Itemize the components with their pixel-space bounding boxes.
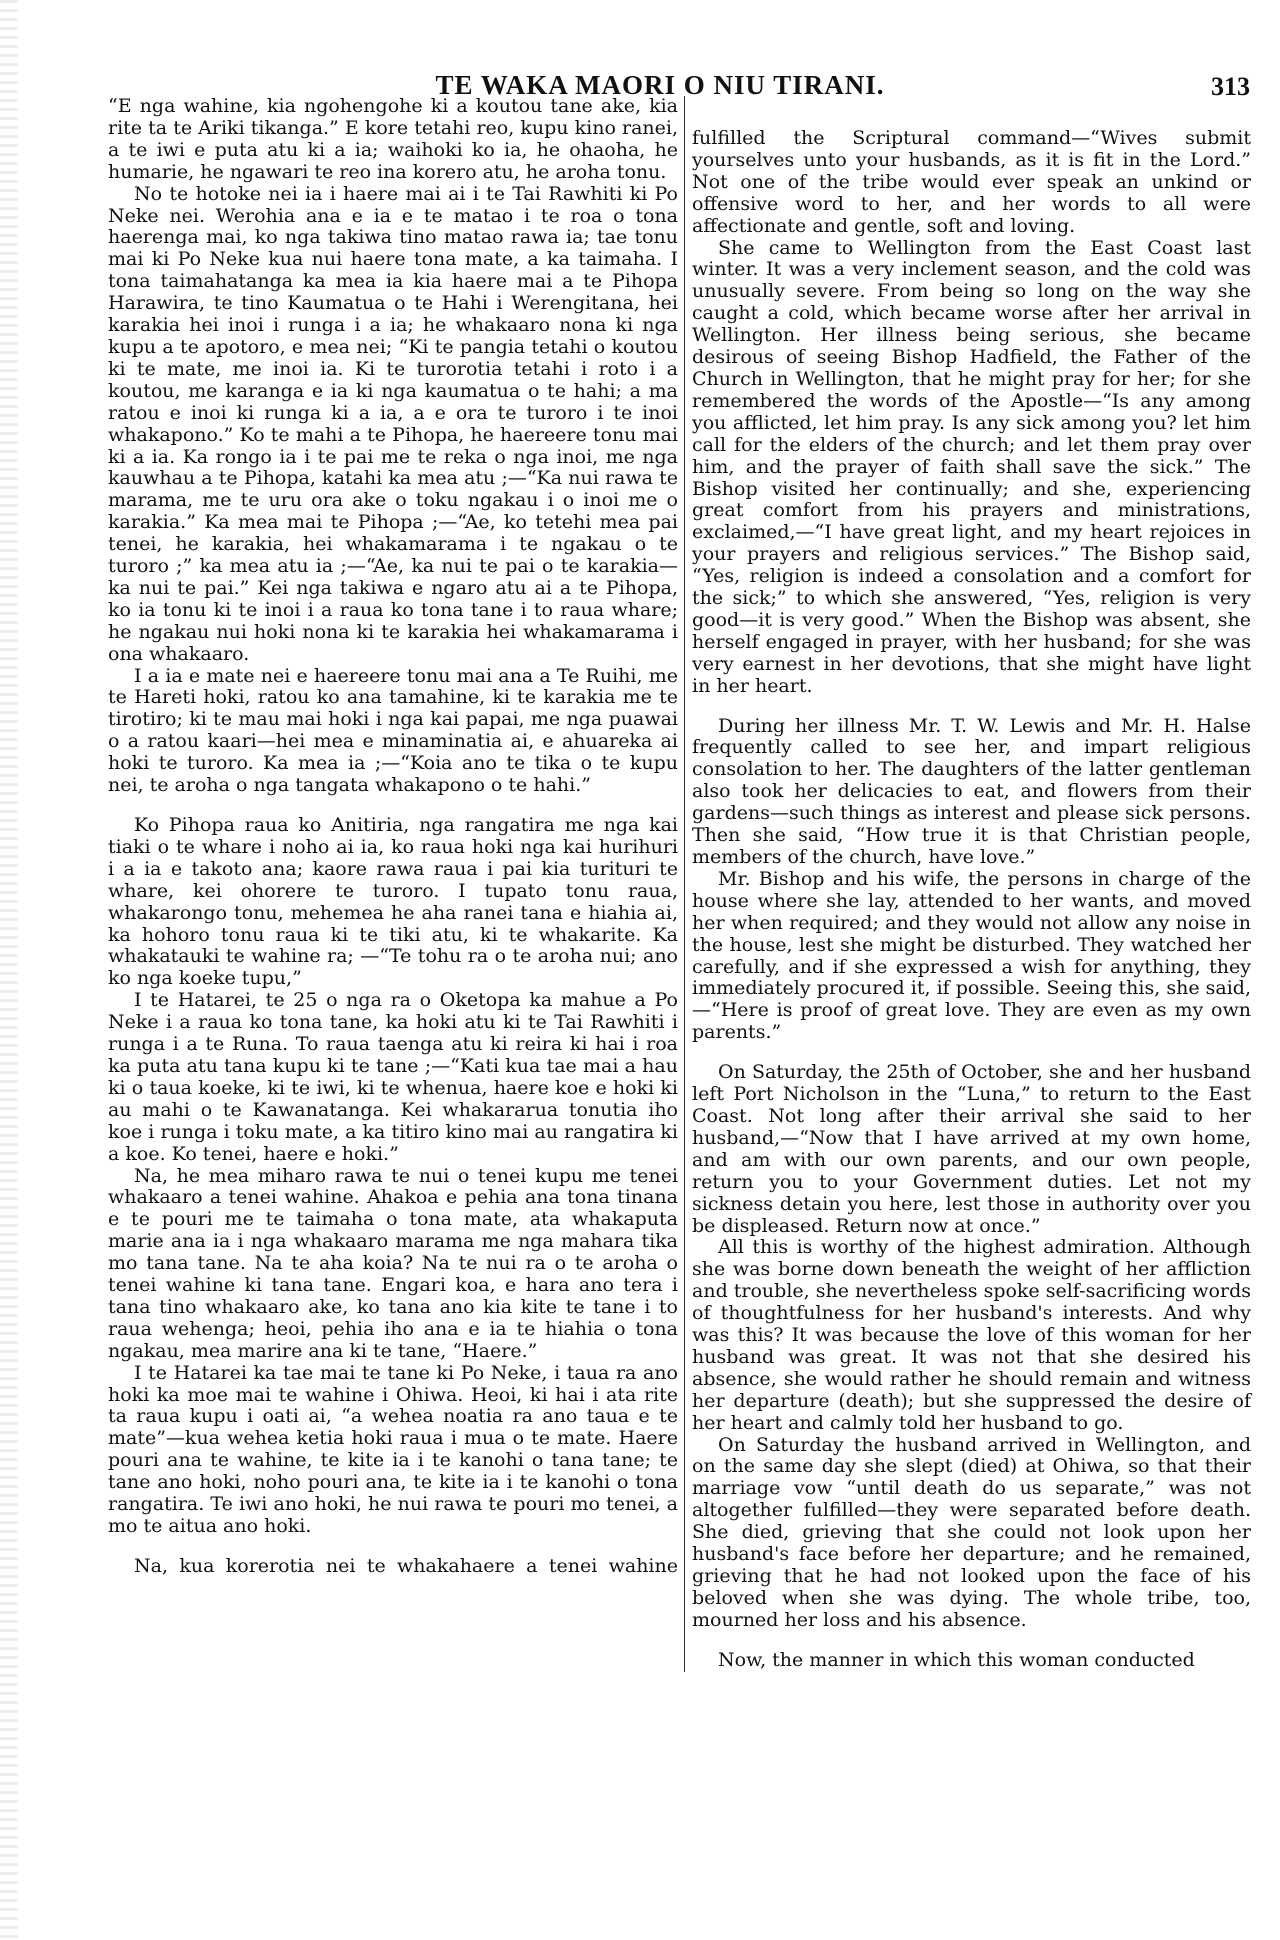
- paragraph: I te Hatarei, te 25 o nga ra o Oketopa ka mahue a Po Neke i a raua ko tona tane, ka hoki atu ki te Tai Rawhiti i runga i a te Runa. To raua taenga atu ki reira ki hai i roa ka puta atu tana kupu ki te tane ;—“Kati kua tae mai a hau ki o taua koeke, ki te iwi, ki te whenua, haere koe e hoki ki au mahi o te Kawanatanga. Kei whakararua tonutia iho koe i runga i toku mate, a ka titiro kino mai au rangatira ki a koe. Ko tenei, haere e hoki.”: [108, 989, 678, 1165]
- paragraph: On Saturday, the 25th of October, she and her husband left Port Nicholson in the “Luna,” to return to the East Coast. Not long after their arrival she said to her husband,—“Now that I have arrived at my own home, and am with our own parents, and our own people, return you to your Government duties. Let not my sickness detain you here, lest those in authority over you be displeased. Return now at once.”: [692, 1061, 1251, 1237]
- left-column-section-3: [108, 1556, 678, 1578]
- paragraph: All this is worthy of the highest admiration. Although she was borne down beneath the weight of her affliction and trouble, she nevertheless spoke self-sacrificing words of thoughtfulness for her husband's interests. And why was this? It was because the love of this woman for her husband was great. It was not that she desired his absence, she would rather he should remain and witness her departure (death); but she suppressed the desire of her heart and calmly told her husband to go.: [692, 1236, 1251, 1434]
- paragraph: Na, kua korerotia nei te whakahaere a tenei wahine: [134, 1554, 678, 1577]
- paragraph: She came to Wellington from the East Coast last winter. It was a very inclement season, and the cold was unusually severe. From being so long on the way she caught a cold, which became worse after her arrival in Wellington. Her illness being serious, she became desirous of seeing Bishop Hadfield, the Father of the Church in Wellington, that he might pray for her; for she remembered the words of the Apostle—“Is any among you afflicted, let him pray. Is any sick among you? let him call for the elders of the church; and let them pray over him, and the prayer of faith shall save the sick.” The Bishop visited her continually; and she, experiencing great comfort from his prayers and ministrations, exclaimed,—“I have great light, and my heart rejoices in your prayers and religious services.” The Bishop said, “Yes, religion is indeed a consolation and a comfort for the sick;” to which she answered, “Yes, religion is very good—it is very good.” When the Bishop was absent, she herself engaged in prayer, with her husband; for she was very earnest in her devotions, that she might have light in her heart.: [692, 236, 1251, 697]
- right-column: [684, 96, 1251, 1672]
- page-number: 313: [1211, 72, 1250, 101]
- paragraph: Ko Pihopa raua ko Anitiria, nga rangatira me nga kai tiaki o te whare i noho ai ia, ko raua hoki nga kai hurihuri i a ia e takoto ana; kaore rawa raua i pai kia turituri te whare, kei ohorere te turoro. I tupato tonu raua, whakarongo tonu, mehemea he aha ranei tana e hiahia ai, ka hohoro tonu raua ki te tiki atu, ki te whakarite. Ka whakatauki te wahine ra; —“Te tohu ra o te aroha nui; ano ko nga koeke tupu,”: [108, 814, 678, 990]
- left-column-section-2: [108, 815, 678, 1538]
- left-column: [108, 96, 678, 1672]
- paragraph: I a ia e mate nei e haereere tonu mai ana a Te Ruihi, me te Hareti hoki, ratou ko ana tamahine, ki te karakia me te tirotiro; ki te mau mai hoki i nga kai papai, me nga puawai o a ratou kaari—hei mea e minaminatia ai, e ahuareka ai hoki te turoro. Ka mea ia ;—“Koia ano te tika o te kupu nei, te aroha o nga tangata whakapono o te hahi.”: [108, 664, 678, 797]
- right-column-section-4: [692, 1650, 1251, 1672]
- right-column-section-2: [692, 716, 1251, 1045]
- paragraph: No te hotoke nei ia i haere mai ai i te Tai Rawhiti ki Po Neke nei. Werohia ana e ia e te matao i te roa o tona haerenga mai, ko nga takiwa tino matao rawa ia; tae tonu mai ki Po Neke kua nui haere tona mate, a ka taimaha. I tona taimahatanga ka mea ia kia haere mai a te Pihopa Harawira, te tino Kaumatua o te Hahi i Werengitana, hei karakia hei inoi i runga i a ia; he whakaaro nona ki nga kupu a te apotoro, e mea nei; “Ki te pangia tetahi o koutou ki te mate, me inoi ia. Ki te turorotia tetahi i roto i a koutou, me karanga e ia ki nga kaumatua o te hahi; a ma ratou e inoi ki runga ki a ia, a e ora te turoro i te inoi whakapono.” Ko te mahi a te Pihopa, he haereere tonu mai ki a ia. Ka rongo ia i te pai me te reka o nga inoi, me nga kauwhau a te Pihopa, katahi ka mea atu ;—“Ka nui rawa te marama, me te uru ora ake o toku ngakau i o inoi me o karakia.” Ka mea mai te Pihopa ;—“Ae, ko tetehi mea pai tenei, he karakia, hei whakamarama i te ngakau o te turoro ;” ka mea atu ia ;—“Ae, ka nui te pai o te karakia—ka nui te pai.” Kei nga takiwa e ngaro atu ai a te Pihopa, ko ia tonu ki te inoi i a raua ko tona tane i to raua whare; he ngakau nui hoki nona ki te karakia hei whakamarama i ona whakaaro.: [108, 182, 678, 665]
- right-column-section-3: [692, 1062, 1251, 1632]
- paragraph: During her illness Mr. T. W. Lewis and Mr. H. Halse frequently called to see her, and impart religious consolation to her. The daughters of the latter gentleman also took her delicacies to eat, and flowers from their gardens—such things as interest and please sick persons. Then she said, “How true it is that Christian people, members of the church, have love.”: [692, 714, 1251, 868]
- paragraph: On Saturday the husband arrived in Wellington, and on the same day she slept (died) at Ohiwa, so that their marriage vow “until death do us separate,” was not altogether fulfilled—they were separated before death. She died, grieving that she could not look upon her husband's face before her departure; and he remained, grieving that he had not looked upon the face of his beloved when she was dying. The whole tribe, too, mourned her loss and his absence.: [692, 1433, 1251, 1631]
- paragraph: I te Hatarei ka tae mai te tane ki Po Neke, i taua ra ano hoki ka moe mai te wahine i Ohiwa. Heoi, ki hai i ata rite ta raua kupu i oati ai, “a wehea noatia ra ano taua e te mate”—kua wehea ketia hoki raua i mua o te mate. Haere pouri ana te wahine, te kite ia i te kanohi o tana tane; te tane ano hoki, noho pouri ana, te kite ia i te kanohi o tona rangatira. Te iwi ano hoki, he nui rawa te pouri mo tenei, a mo te aitua ano hoki.: [108, 1361, 678, 1537]
- left-column-section-1: [108, 96, 678, 797]
- paragraph: Mr. Bishop and his wife, the persons in charge of the house where she lay, attended to her wants, and moved her when required; and they would not allow any noise in the house, lest she might be disturbed. They watched her carefully, and if she expressed a wish for anything, they immediately procured it, if possible. Seeing this, she said,—“Here is proof of great love. They are even as my own parents.”: [692, 867, 1251, 1044]
- paragraph: Na, he mea miharo rawa te nui o tenei kupu me tenei whakaaro a tenei wahine. Ahakoa e pehia ana tona tinana e te pouri me te taimaha o tona mate, ata whakaputa marie ana ia i nga whakaaro marama me nga mahara tika mo tana tane. Na te aha koia? Na te nui ra o te aroha o tenei wahine ki tana tane. Engari koa, e hara ano tera i tana tino whakaaro ake, ko tana ano kia kite te tane i to raua wehenga; heoi, pehia iho ana e ia te hiahia o tona ngakau, mea marire ana ki te tane, “Haere.”: [108, 1164, 678, 1362]
- page-header-title: TE WAKA MAORI O NIU TIRANI.: [435, 70, 885, 100]
- right-column-section-1: [692, 128, 1251, 698]
- paragraph: “E nga wahine, kia ngohengohe ki a koutou tane ake, kia rite ta te Ariki tikanga.” E kore tetahi reo, kupu kino ranei, a te iwi e puta atu ki a ia; waihoki ko ia, he ohaoha, he humarie, he ngawari te reo ina korero atu, he aroha tonu.: [108, 95, 678, 183]
- paragraph: Now, the manner in which this woman conducted: [718, 1648, 1195, 1671]
- paragraph: fulfilled the Scriptural command—“Wives submit yourselves unto your husbands, as it is fit in the Lord.” Not one of the tribe would ever speak an unkind or offensive word to her, and her words to all were affectionate and gentle, soft and loving.: [692, 127, 1251, 237]
